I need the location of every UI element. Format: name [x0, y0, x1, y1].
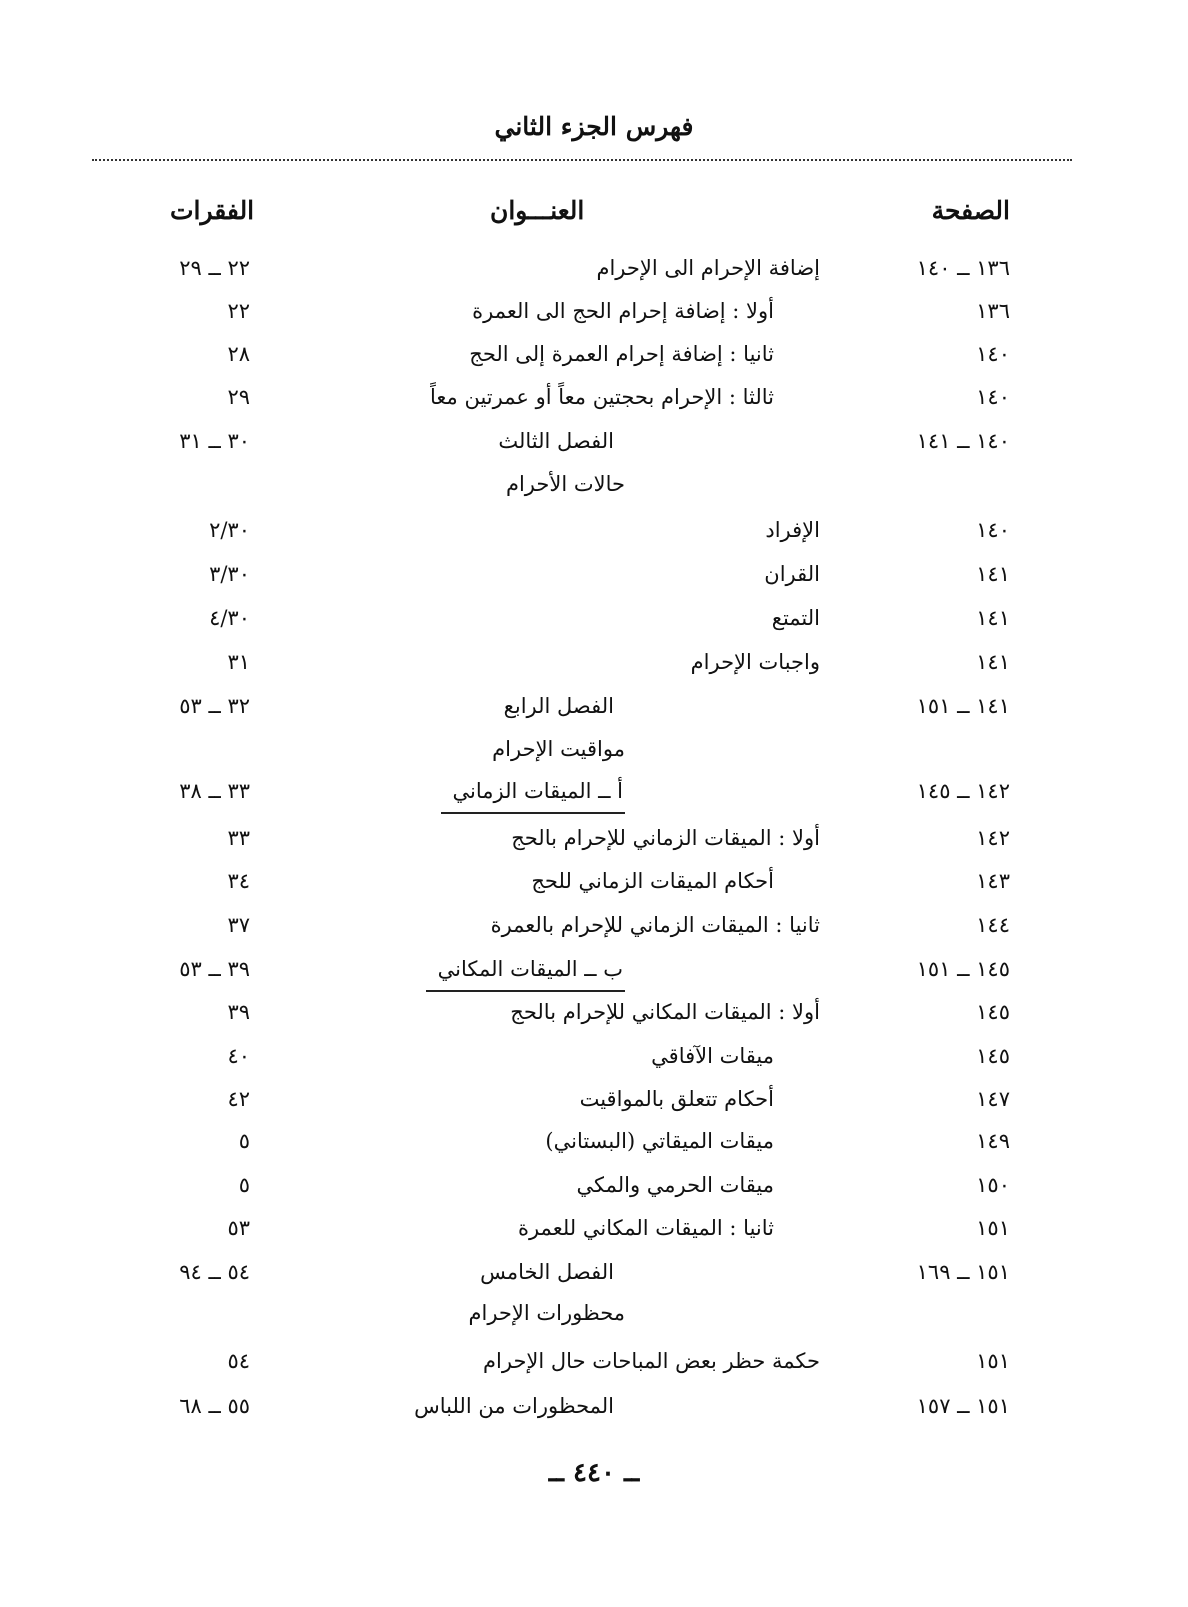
toc-page-ref: ١٥٠ [976, 1173, 1010, 1197]
toc-paragraph-ref: ٣٣ ــ ٣٨ [179, 779, 250, 803]
toc-entry-title: واجبات الإحرام [690, 650, 820, 674]
toc-page-ref: ١٤٣ [976, 869, 1010, 893]
toc-entry-title: ميقات الآفاقي [651, 1044, 774, 1068]
toc-paragraph-ref: ٥٥ ــ ٦٨ [179, 1394, 250, 1418]
toc-page-ref: ١٥١ ــ ١٦٩ [916, 1260, 1010, 1284]
toc-page-ref: ١٤٠ [976, 518, 1010, 542]
toc-paragraph-ref: ٢٩ [227, 385, 250, 409]
toc-row[interactable] [0, 253, 1188, 297]
toc-row[interactable] [0, 776, 1188, 820]
toc-paragraph-ref: ٤٢ [227, 1087, 250, 1111]
toc-paragraph-ref: ٣١ [227, 650, 250, 674]
toc-entry-title: أولا : الميقات المكاني للإحرام بالحج [510, 1000, 820, 1024]
toc-entry-title: ثالثا : الإحرام بحجتين معاً أو عمرتين معاً [430, 385, 774, 409]
toc-row[interactable] [0, 426, 1188, 470]
toc-paragraph-ref: ٢٢ ــ ٢٩ [179, 256, 250, 280]
column-header-title: العنـــوان [490, 196, 585, 225]
column-header-page: الصفحة [931, 196, 1010, 225]
toc-row[interactable] [0, 954, 1188, 998]
toc-page-ref: ١٤٠ ــ ١٤١ [916, 429, 1010, 453]
toc-page-ref: ١٤٥ [976, 1044, 1010, 1068]
toc-row[interactable] [0, 559, 1188, 603]
toc-entry-title: أحكام الميقات الزماني للحج [531, 869, 774, 893]
toc-entry-title: إضافة الإحرام الى الإحرام [596, 256, 820, 280]
toc-row[interactable] [0, 1041, 1188, 1085]
toc-page-ref: ١٤٠ [976, 385, 1010, 409]
toc-row[interactable] [0, 910, 1188, 954]
toc-row[interactable] [0, 997, 1188, 1041]
toc-entry-title: ميقات الميقاتي (البستاني) [545, 1129, 774, 1153]
toc-page-ref: ١٤٧ [976, 1087, 1010, 1111]
toc-entry-title: الإفراد [765, 518, 820, 542]
page-title: فهرس الجزء الثاني [494, 112, 694, 141]
toc-entry-title: القران [764, 562, 820, 586]
toc-section-title: أ ــ الميقات الزماني [441, 776, 625, 814]
toc-row[interactable] [0, 515, 1188, 559]
toc-page-ref: ١٣٦ ــ ١٤٠ [916, 256, 1010, 280]
toc-page-ref: ١٤٠ [976, 342, 1010, 366]
toc-entry-title: التمتع [771, 606, 820, 630]
toc-entry-title: أولا : إضافة إحرام الحج الى العمرة [472, 299, 774, 323]
toc-page-ref: ١٤١ [976, 562, 1010, 586]
toc-entry-title: حكمة حظر بعض المباحات حال الإحرام [483, 1349, 820, 1373]
toc-paragraph-ref: ٤/٣٠ [209, 606, 250, 630]
toc-row[interactable] [0, 1213, 1188, 1257]
toc-paragraph-ref: ٣٢ ــ ٥٣ [179, 694, 250, 718]
toc-paragraph-ref: ٤٠ [227, 1044, 250, 1068]
toc-row[interactable] [0, 1257, 1188, 1301]
toc-row[interactable] [0, 1126, 1188, 1170]
toc-entry-title: أولا : الميقات الزماني للإحرام بالحج [511, 826, 820, 850]
toc-entry-title: ثانيا : الميقات المكاني للعمرة [517, 1216, 774, 1240]
toc-paragraph-ref: ٥ [238, 1129, 250, 1153]
toc-chapter-subtitle: حالات الأحرام [505, 472, 625, 496]
toc-paragraph-ref: ٢/٣٠ [209, 518, 250, 542]
toc-entry-title: ميقات الحرمي والمكي [576, 1173, 774, 1197]
toc-page-ref: ١٤٤ [976, 913, 1010, 937]
toc-row[interactable] [0, 339, 1188, 383]
toc-paragraph-ref: ٣٧ [227, 913, 250, 937]
toc-row[interactable] [0, 866, 1188, 910]
toc-chapter-title: الفصل الرابع [503, 694, 614, 718]
toc-page-ref: ١٤١ [976, 606, 1010, 630]
toc-page-ref: ١٣٦ [976, 299, 1010, 323]
toc-entry-title: ثانيا : إضافة إحرام العمرة إلى الحج [469, 342, 774, 366]
toc-section-title: ب ــ الميقات المكاني [426, 954, 625, 992]
toc-chapter-subtitle: محظورات الإحرام [468, 1301, 625, 1325]
toc-paragraph-ref: ٥٤ ــ ٩٤ [179, 1260, 250, 1284]
toc-page-ref: ١٤٥ [976, 1000, 1010, 1024]
toc-page-ref: ١٤٩ [976, 1129, 1010, 1153]
toc-chapter-subtitle: مواقيت الإحرام [492, 737, 625, 761]
toc-page-ref: ١٤٥ ــ ١٥١ [916, 957, 1010, 981]
toc-row[interactable] [0, 1170, 1188, 1214]
toc-entry-title: ثانيا : الميقات الزماني للإحرام بالعمرة [490, 913, 820, 937]
toc-entry-title: أحكام تتعلق بالمواقيت [579, 1087, 774, 1111]
toc-row[interactable] [0, 296, 1188, 340]
toc-paragraph-ref: ٥ [238, 1173, 250, 1197]
toc-paragraph-ref: ٣٤ [227, 869, 250, 893]
toc-page-ref: ١٥١ ــ ١٥٧ [916, 1394, 1010, 1418]
toc-paragraph-ref: ٥٤ [227, 1349, 250, 1373]
toc-chapter-title: الفصل الثالث [498, 429, 614, 453]
toc-row [0, 1298, 1188, 1342]
toc-paragraph-ref: ٣٩ ــ ٥٣ [179, 957, 250, 981]
toc-paragraph-ref: ٣٣ [227, 826, 250, 850]
toc-page-ref: ١٤١ ــ ١٥١ [916, 694, 1010, 718]
toc-row [0, 469, 1188, 513]
toc-page-ref: ١٥١ [976, 1349, 1010, 1373]
toc-paragraph-ref: ٢٨ [227, 342, 250, 366]
toc-page-ref: ١٤١ [976, 650, 1010, 674]
toc-row[interactable] [0, 1346, 1188, 1390]
toc-page-ref: ١٤٢ ــ ١٤٥ [916, 779, 1010, 803]
page-number: ــ ٤٤٠ ــ [548, 1458, 640, 1488]
toc-row[interactable] [0, 647, 1188, 691]
toc-paragraph-ref: ٢٢ [227, 299, 250, 323]
toc-row[interactable] [0, 603, 1188, 647]
toc-paragraph-ref: ٣٠ ــ ٣١ [179, 429, 250, 453]
toc-entry-title: المحظورات من اللباس [414, 1394, 614, 1418]
column-header-paragraphs: الفقرات [170, 196, 255, 225]
toc-row[interactable] [0, 691, 1188, 735]
toc-row[interactable] [0, 823, 1188, 867]
toc-row[interactable] [0, 1391, 1188, 1435]
toc-chapter-title: الفصل الخامس [480, 1260, 614, 1284]
toc-page-ref: ١٤٢ [976, 826, 1010, 850]
toc-row[interactable] [0, 1084, 1188, 1128]
toc-paragraph-ref: ٣٩ [227, 1000, 250, 1024]
toc-row[interactable] [0, 382, 1188, 426]
toc-paragraph-ref: ٣/٣٠ [209, 562, 250, 586]
toc-page-ref: ١٥١ [976, 1216, 1010, 1240]
toc-paragraph-ref: ٥٣ [227, 1216, 250, 1240]
toc-row [0, 734, 1188, 778]
